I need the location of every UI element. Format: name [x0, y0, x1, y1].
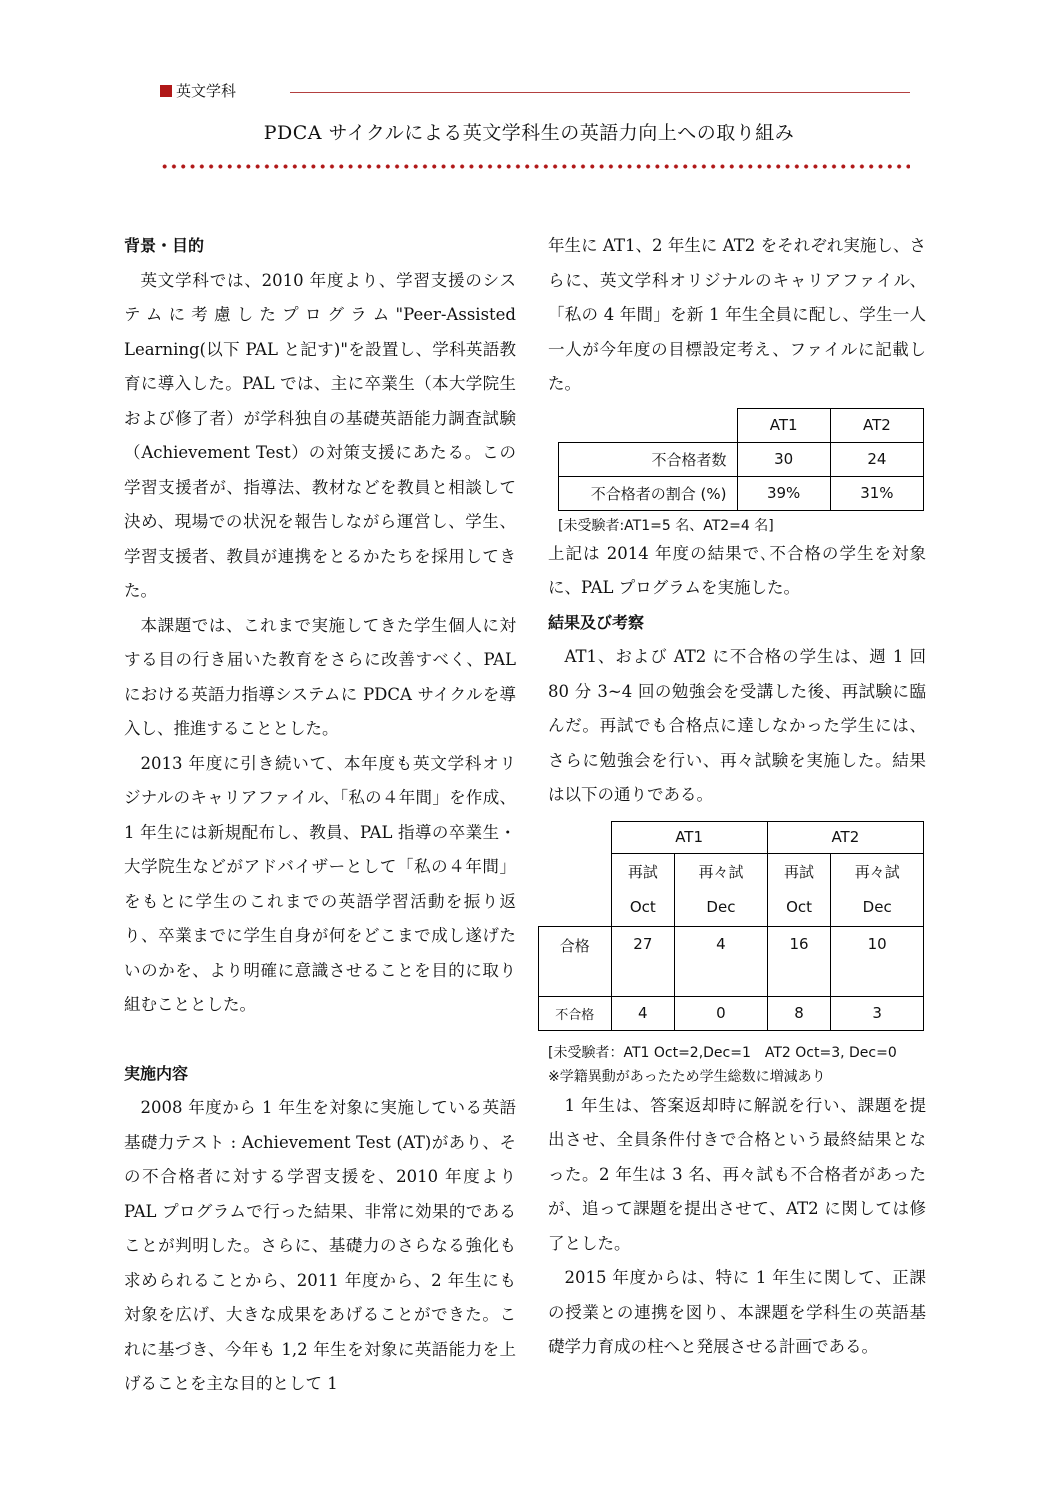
table2-note-2: ※学籍異動があったため学生総数に増減あり — [548, 1068, 826, 1085]
results-paragraph-1: AT1、および AT2 に不合格の学生は、週 1 回 80 分 3~4 回の勉強会を受講した後、再試験に臨んだ。再試でも合格点に達しなかった学生には、さらに勉強会を行い、再々試験を実施した。結果は以下の通りである。 — [548, 647, 926, 804]
cell-at2-fail-count: 24 — [830, 442, 923, 476]
table-header-at1: AT1 — [737, 408, 830, 442]
subheader-reretest: 再々試 — [698, 862, 744, 881]
implementation-paragraph: 2008 年度から 1 年生を対象に実施している英語基礎力テスト : Achievement Test (AT)があり、その不合格者に対する学習支援を、2010 年度より PAL プログラムで行った結果、非常に効果的であることが判明した。さらに、基礎力のさらなる強化も求められることから、2011 年度から、2 年生にも対象を広げ、大きな成果をあげることができた。これに基づき、今年も 1,2 年生を対象に英語能力を上げることを主な目的として 1 — [124, 1098, 516, 1393]
row-label-pass: 合格 — [539, 926, 612, 996]
page-title: PDCA サイクルによる英文学科生の英語力向上への取り組み — [263, 122, 795, 144]
table2-corner-lower — [539, 853, 612, 926]
table1-note: [未受験者:AT1=5 名、AT2=4 名] — [558, 517, 774, 534]
section-heading-results: 結果及び考察 — [548, 612, 645, 632]
table2-col-at1-retest — [611, 853, 675, 926]
cell-fail-at2-retest: 8 — [767, 996, 831, 1030]
subheader-month-oct: Oct — [629, 897, 656, 916]
cell-pass-at2-reretest: 10 — [831, 926, 924, 996]
cell-at2-fail-rate: 31% — [830, 476, 923, 510]
department-label — [160, 80, 236, 101]
table2-col-at2-reretest — [831, 853, 924, 926]
subheader-month-oct: Oct — [786, 897, 813, 916]
table2-col-at2-retest — [767, 853, 831, 926]
table-corner — [559, 408, 738, 442]
department-name: 英文学科 — [176, 82, 237, 100]
dotted-divider — [160, 164, 910, 169]
red-square-icon — [160, 85, 172, 97]
cell-at1-fail-rate: 39% — [737, 476, 830, 510]
row-label-fail-count: 不合格者数 — [559, 442, 738, 476]
subheader-retest: 再試 — [627, 862, 658, 881]
table2-col-at1-reretest — [675, 853, 768, 926]
background-paragraph-3: 2013 年度に引き続いて、本年度も英文学科オリジナルのキャリアファイル、「私の４年間」を作成、1 年生には新規配布し、教員、PAL 指導の卒業生・大学院生などがアドバイザーとして「私の４年間」をもとに学生のこれまでの英語学習活動を振り返り、卒業までに学生自身が何をどこまで成し遂げたいのかを、より明確に意識させることを目的に取り組むこととした。 — [124, 753, 516, 1014]
cell-pass-at2-retest: 16 — [767, 926, 831, 996]
cell-fail-at1-retest: 4 — [611, 996, 675, 1030]
left-column — [124, 229, 516, 1402]
fail-count-table — [558, 408, 924, 511]
cell-pass-at1-reretest: 4 — [675, 926, 768, 996]
cell-pass-at1-retest: 27 — [611, 926, 675, 996]
right-column — [548, 229, 926, 1365]
cell-fail-at2-reretest: 3 — [831, 996, 924, 1030]
cell-at1-fail-count: 30 — [737, 442, 830, 476]
results-paragraph-3: 2015 年度からは、特に 1 年生に関して、正課の授業との連携を図り、本課題を学科生の英語基礎学力育成の柱へと発展させる計画である。 — [548, 1268, 926, 1356]
table2-corner — [539, 821, 612, 853]
retest-results-table — [538, 821, 924, 1031]
background-paragraph-1: 英文学科では、2010 年度より、学習支援のシステムに考慮したプログラム"Peer-Assisted Learning(以下 PAL と記す)"を設置し、学科英語教育に導入した。PAL では、主に卒業生（本大学院生および修了者）が学科独自の基礎英語能力調査試験（Achievement Test）の対策支援にあたる。この学習支援者が、指導法、教材などを教員と相談して決め、現場での状況を報告しながら運営し、学生、学習支援者、教員が連携をとるかたちを採用してきた。 — [124, 270, 516, 600]
table-header-at2: AT2 — [830, 408, 923, 442]
header-rule — [290, 92, 910, 93]
subheader-month-dec: Dec — [706, 897, 736, 916]
cell-fail-at1-reretest: 0 — [675, 996, 768, 1030]
subheader-reretest: 再々試 — [854, 862, 900, 881]
row-label-fail: 不合格 — [539, 996, 612, 1030]
background-paragraph-2: 本課題では、これまで実施してきた学生個人に対する目の行き届いた教育をさらに改善すべく、PAL における英語力指導システムに PDCA サイクルを導入し、推進することとした。 — [124, 615, 516, 738]
table2-header-at1: AT1 — [611, 821, 767, 853]
row-label-fail-rate: 不合格者の割合 (%) — [559, 476, 738, 510]
table2-header-at2: AT2 — [767, 821, 923, 853]
section-heading-background: 背景・目的 — [124, 236, 205, 255]
implementation-paragraph-continued: 年生に AT1、2 年生に AT2 をそれぞれ実施し、さらに、英文学科オリジナルのキャリアファイル、「私の 4 年間」を新 1 年生全員に配し、学生一人一人が今年度の目標設定考え、ファイルに記載した。 — [548, 236, 926, 393]
after-table-paragraph: 上記は 2014 年度の結果で､不合格の学生を対象に、PAL プログラムを実施した。 — [548, 543, 926, 597]
table2-note-1: [未受験者：AT1 Oct=2,Dec=1 AT2 Oct=3, Dec=0 — [548, 1044, 897, 1061]
results-paragraph-2: 1 年生は、答案返却時に解説を行い、課題を提出させ、全員条件付きで合格という最終結果となった。2 年生は 3 名、再々試も不合格者があったが、追って課題を提出させて、AT2 に関しては修了とした。 — [548, 1095, 926, 1253]
subheader-retest: 再試 — [784, 862, 815, 881]
subheader-month-dec: Dec — [862, 897, 892, 916]
section-heading-implementation: 実施内容 — [124, 1063, 189, 1083]
